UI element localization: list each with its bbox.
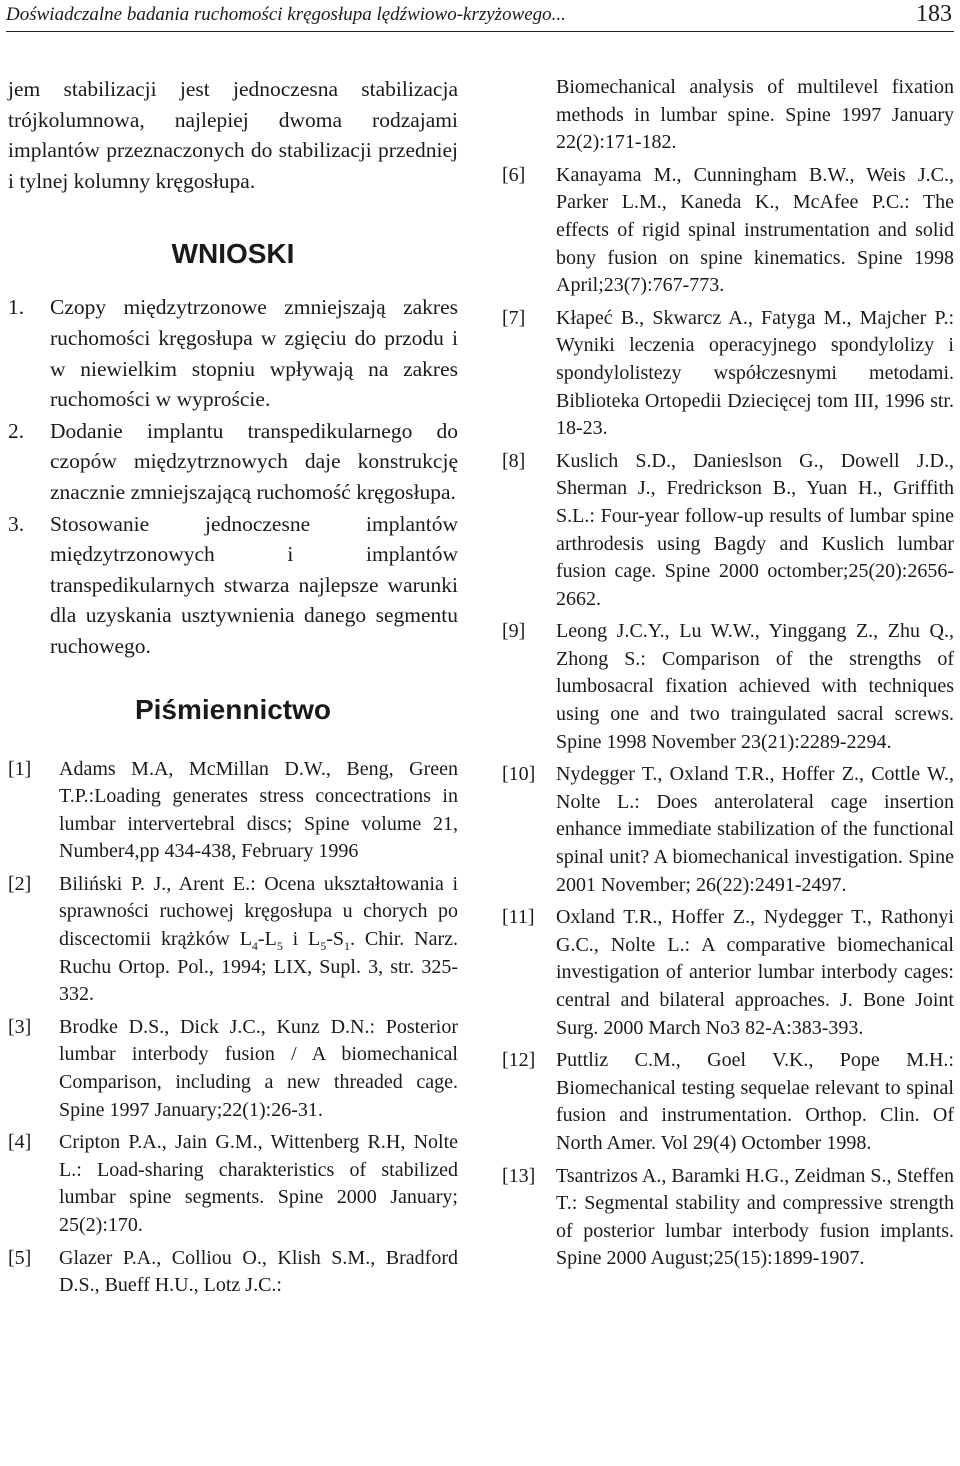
- conclusion-item: [8, 416, 458, 508]
- reference-item: [502, 1047, 954, 1157]
- conclusion-number: 2.: [8, 418, 25, 443]
- reference-text: Kanayama M., Cunningham B.W., Weis J.C., Parker L.M., Kaneda K., McAfee P.C.: The effects of rigid spinal instrumentation and solid bony fusion on spine kinematics. Spine 1998 April;23(7):767-773.: [556, 163, 954, 297]
- reference-text: Glazer P.A., Colliou O., Klish S.M., Bradford D.S., Bueff H.U., Lotz J.C.:: [59, 1246, 458, 1297]
- reference-item: [8, 871, 458, 1009]
- reference-number: [11]: [502, 906, 535, 929]
- reference-continuation: Biomechanical analysis of multilevel fixation methods in lumbar spine. Spine 1997 January 22(2):171-182.: [556, 76, 954, 154]
- reference-item: [8, 1245, 458, 1300]
- conclusion-number: 1.: [8, 295, 25, 320]
- reference-text: Puttliz C.M., Goel V.K., Pope M.H.: Biomechanical testing sequelae relevant to spinal fusion and instrumentation. Orthop. Clin. Of North Amer. Vol 29(4) Octomber 1998.: [556, 1049, 954, 1154]
- reference-number: [9]: [502, 620, 526, 643]
- reference-item: [502, 162, 954, 300]
- reference-number: [3]: [8, 1015, 32, 1038]
- reference-number: [8]: [502, 449, 526, 472]
- reference-text: Tsantrizos A., Baramki H.G., Zeidman S., Steffen T.: Segmental stability and compressive strength of posterior lumbar interbody fusion implants. Spine 2000 August;25(15):1899-1907.: [556, 1164, 954, 1270]
- conclusion-number: 3.: [8, 511, 25, 536]
- reference-item: [502, 761, 954, 899]
- reference-number: [1]: [8, 757, 32, 780]
- conclusion-item: [8, 292, 458, 414]
- reference-item: [8, 1014, 458, 1124]
- reference-number: [12]: [502, 1049, 536, 1072]
- conclusion-text: Dodanie implantu transpedikularnego do czopów międzytrznowych daje konstrukcję znacznie zmniejszającą ruchomość kręgosłupa.: [50, 418, 458, 504]
- reference-item: [502, 904, 954, 1042]
- running-title: Doświadczalne badania ruchomości kręgosłupa lędźwiowo-krzyżowego...: [6, 4, 566, 25]
- reference-text: Adams M.A, McMillan D.W., Beng, Green T.P.:Loading generates stress concectrations in lumbar intervertebral discs; Spine volume 21, Number4,pp 434-438, February 1996: [59, 757, 458, 863]
- reference-number: [10]: [502, 763, 536, 786]
- conclusions-heading: WNIOSKI: [171, 238, 295, 270]
- reference-number: [5]: [8, 1246, 32, 1269]
- reference-text: Kuslich S.D., Danieslson G., Dowell J.D., Sherman J., Fredrickson B., Yuan H., Griffith S.L.: Four-year follow-up results of lumbar spine arthrodesis using Bagdy and Kuslich lumbar fusion cage. Spine 2000 octomber;25(20):2656-2662.: [556, 449, 954, 610]
- reference-number: [7]: [502, 306, 526, 329]
- reference-text: Cripton P.A., Jain G.M., Wittenberg R.H, Nolte L.: Load-sharing charakteristics of stabilized lumbar spine segments. Spine 2000 January; 25(2):170.: [59, 1131, 458, 1236]
- conclusion-item: [8, 509, 458, 662]
- reference-text: Oxland T.R., Hoffer Z., Nydegger T., Rathonyi G.C., Nolte L.: A comparative biomechanical investigation of anterior lumbar interbody cages: central and bilateral approaches. J. Bone Joint Surg. 2000 March No3 82-A:383-393.: [556, 906, 954, 1039]
- reference-item: [8, 756, 458, 866]
- conclusion-text: Czopy międzytrzonowe zmniejszają zakres ruchomości kręgosłupa w zgięciu do przodu i w niewielkim stopniu wpływają na zakres ruchomości w wyproście.: [50, 295, 458, 412]
- reference-text: Nydegger T., Oxland T.R., Hoffer Z., Cottle W., Nolte L.: Does anterolateral cage insertion enhance immediate stabilization of the functional spinal unit? A biomechanical investigation. Spine 2001 November; 26(22):2491-2497.: [556, 763, 954, 896]
- reference-number: [2]: [8, 872, 32, 895]
- reference-text: Brodke D.S., Dick J.C., Kunz D.N.: Posterior lumbar interbody fusion / A biomechanical Comparison, including a new threaded cage. Spine 1997 January;22(1):26-31.: [59, 1015, 458, 1121]
- reference-text: Leong J.C.Y., Lu W.W., Yinggang Z., Zhu Q., Zhong S.: Comparison of the strengths of lumbosacral fixation achieved with techniques using one and two traingulated sacral screws. Spine 1998 November 23(21):2289-2294.: [556, 620, 954, 753]
- page-number: 183: [916, 1, 952, 27]
- left-column: [8, 74, 458, 1300]
- reference-text: Kłapeć B., Skwarcz A., Fatyga M., Majcher P.: Wyniki leczenia operacyjnego spondylolizy i spondylolistezy współczesnymi metodami. Biblioteka Ortopedii Dziecięcej tom III, 1996 str. 18-23.: [556, 306, 954, 440]
- reference-text: Biliński P. J., Arent E.: Ocena ukształtowania i sprawności ruchowej kręgosłupa u chorych po discectomii krążków $L_4-L_5$ i $L_5-S_1$. Chir. Narz. Ruchu Ortop. Pol., 1994; LIX, Supl. 3, str. 325-332.: [59, 872, 458, 1006]
- reference-item: [502, 305, 954, 443]
- reference-number: [6]: [502, 163, 526, 186]
- reference-item: [502, 618, 954, 756]
- reference-item: [502, 448, 954, 614]
- reference-number: [4]: [8, 1131, 32, 1154]
- reference-number: [13]: [502, 1164, 536, 1187]
- page-header: [6, 0, 954, 30]
- header-rule: [6, 31, 954, 32]
- reference-item: [502, 1163, 954, 1273]
- references-heading: Piśmiennictwo: [134, 693, 332, 725]
- right-column: [502, 74, 954, 1273]
- conclusion-text: Stosowanie jednoczesne implantów międzytrzonowych i implantów transpedikularnych stwarza najlepsze warunki dla uzyskania usztywnienia danego segmentu ruchowego.: [50, 511, 458, 658]
- intro-paragraph: jem stabilizacji jest jednoczesna stabilizacja trójkolumnowa, najlepiej dwoma rodzajami implantów przeznaczonych do stabilizacji przedniej i tylnej kolumny kręgosłupa.: [8, 77, 458, 193]
- reference-item: [8, 1129, 458, 1239]
